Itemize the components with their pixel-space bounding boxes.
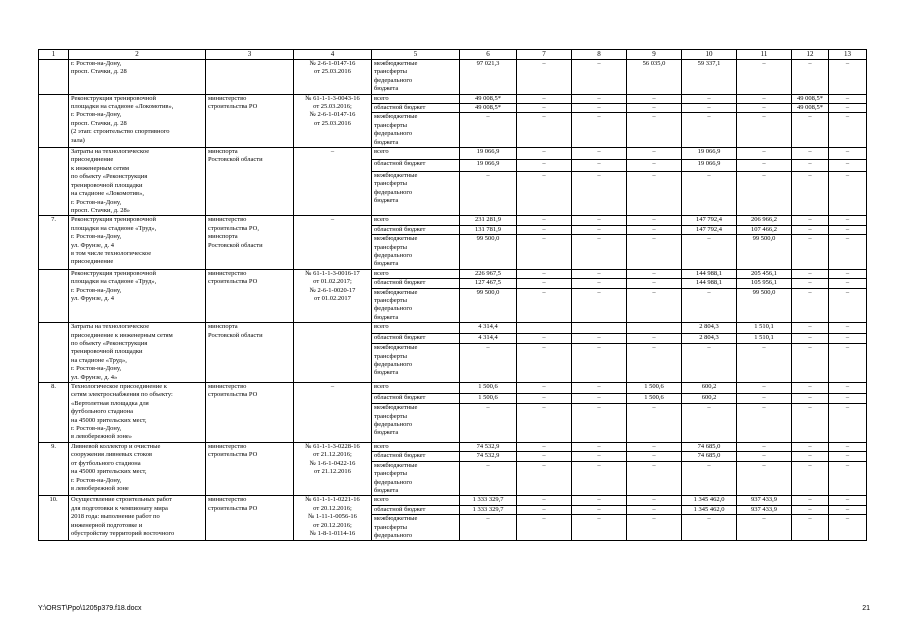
document-ref: № 61-1-1-3-0043-16 от 25.03.2016; № 2-6-1-0147-16 от 25.03.2016	[294, 94, 372, 147]
executor: министерство строительства РО, минспорта Ростовской области	[206, 216, 294, 269]
value-col-6: –	[460, 515, 517, 541]
value-col-7: –	[517, 269, 572, 278]
value-col-11: –	[737, 172, 792, 216]
executor: министерство строительства РО	[206, 383, 294, 443]
value-col-8: –	[572, 515, 627, 541]
executor	[206, 60, 294, 95]
value-col-6: 49 008,5*	[460, 94, 517, 103]
value-col-12: –	[792, 235, 829, 270]
value-col-7: –	[517, 404, 572, 443]
value-col-12: –	[792, 288, 829, 323]
row-number	[39, 148, 69, 216]
value-col-11: –	[737, 148, 792, 160]
value-col-12: –	[792, 383, 829, 394]
value-col-8: –	[572, 216, 627, 225]
value-col-8: –	[572, 148, 627, 160]
value-col-13: –	[829, 113, 867, 148]
object-name: Реконструкция тренировочной площадки на стадионе «Труд», г. Ростов-на-Дону, ул. Фрунзе, д. 4 в том числе технологическое присоединение	[69, 216, 206, 269]
value-col-10: –	[682, 515, 737, 541]
value-col-11: –	[737, 461, 792, 496]
value-col-6: 74 532,9	[460, 452, 517, 461]
value-col-12: –	[792, 515, 829, 541]
column-number-8: 8	[572, 50, 627, 60]
value-col-10: 19 066,9	[682, 148, 737, 160]
value-col-8: –	[572, 393, 627, 404]
value-col-10: 74 685,0	[682, 442, 737, 451]
value-col-11: –	[737, 60, 792, 95]
value-col-8: –	[572, 94, 627, 103]
value-col-11: 937 433,9	[737, 496, 792, 505]
value-col-11: 1 510,1	[737, 333, 792, 344]
value-col-9: 1 500,6	[627, 383, 682, 394]
value-col-12: –	[792, 323, 829, 334]
value-col-9: –	[627, 216, 682, 225]
value-col-12: –	[792, 461, 829, 496]
value-col-9: –	[627, 113, 682, 148]
value-col-11: –	[737, 404, 792, 443]
value-col-9: –	[627, 279, 682, 288]
value-col-6: 226 967,5	[460, 269, 517, 278]
value-col-12: –	[792, 172, 829, 216]
column-number-3: 3	[206, 50, 294, 60]
value-col-7: –	[517, 160, 572, 172]
object-name: Затраты на технологическое присоединение к инженерным сетям по объекту «Реконструкция тренировочной площадки на стадионе «Труд», г. Ростов-на-Дону, ул. Фрунзе, д. 4»	[69, 323, 206, 383]
value-col-7: –	[517, 442, 572, 451]
object-name: Реконструкция тренировочной площадки на стадионе «Труд», г. Ростов-на-Дону, ул. Фрунзе, д. 4	[69, 269, 206, 322]
value-col-10: 2 804,3	[682, 333, 737, 344]
value-col-8: –	[572, 461, 627, 496]
row-number	[39, 60, 69, 95]
value-col-12: –	[792, 216, 829, 225]
value-col-8: –	[572, 452, 627, 461]
value-col-9: –	[627, 505, 682, 514]
value-col-6: 1 500,6	[460, 393, 517, 404]
column-number-5: 5	[372, 50, 460, 60]
value-col-12: –	[792, 393, 829, 404]
funding-source: межбюджетные трансферты федерального бюджета	[372, 404, 460, 443]
document-ref: № 61-1-1-3-0228-16 от 21.12.2016; № 1-6-1-0422-16 от 21.12.2016	[294, 442, 372, 495]
value-col-12: –	[792, 148, 829, 160]
value-col-10: –	[682, 235, 737, 270]
budget-table	[38, 49, 867, 541]
value-col-8: –	[572, 160, 627, 172]
value-col-13: –	[829, 225, 867, 234]
value-col-11: –	[737, 104, 792, 113]
value-col-13: –	[829, 505, 867, 514]
value-col-13: –	[829, 496, 867, 505]
executor: министерство строительства РО	[206, 269, 294, 322]
funding-source: областной бюджет	[372, 279, 460, 288]
value-col-8: –	[572, 383, 627, 394]
page-number: 21	[862, 605, 870, 612]
column-number-10: 10	[682, 50, 737, 60]
value-col-9: –	[627, 225, 682, 234]
value-col-6: –	[460, 113, 517, 148]
column-number-9: 9	[627, 50, 682, 60]
value-col-6: 1 333 329,7	[460, 505, 517, 514]
object-name: Ливневой коллектор и очистные сооружения ливневых стоков от футбольного стадиона на 45000 зрительских мест, г. Ростов-на-Дону, в левобережной зоне	[69, 442, 206, 495]
table-row	[39, 60, 867, 95]
value-col-13: –	[829, 94, 867, 103]
value-col-9: –	[627, 515, 682, 541]
value-col-7: –	[517, 505, 572, 514]
column-number-6: 6	[460, 50, 517, 60]
value-col-12: –	[792, 496, 829, 505]
value-col-7: –	[517, 235, 572, 270]
value-col-6: 74 532,9	[460, 442, 517, 451]
table-row	[39, 323, 867, 334]
value-col-13: –	[829, 269, 867, 278]
column-number-4: 4	[294, 50, 372, 60]
value-col-6: 99 500,0	[460, 288, 517, 323]
value-col-7: –	[517, 148, 572, 160]
value-col-7: –	[517, 288, 572, 323]
value-col-10: –	[682, 104, 737, 113]
value-col-13: –	[829, 333, 867, 344]
value-col-7: –	[517, 333, 572, 344]
funding-source: межбюджетные трансферты федерального бюджета	[372, 235, 460, 270]
funding-source: межбюджетные трансферты федерального бюджета	[372, 172, 460, 216]
value-col-7: –	[517, 461, 572, 496]
value-col-11: 206 966,2	[737, 216, 792, 225]
value-col-13: –	[829, 160, 867, 172]
row-number	[39, 269, 69, 322]
value-col-9: –	[627, 94, 682, 103]
value-col-13: –	[829, 383, 867, 394]
value-col-10: 147 792,4	[682, 225, 737, 234]
value-col-10: 600,2	[682, 393, 737, 404]
value-col-10: 1 345 462,0	[682, 496, 737, 505]
value-col-13: –	[829, 288, 867, 323]
value-col-7: –	[517, 496, 572, 505]
value-col-11: 107 466,2	[737, 225, 792, 234]
row-number: 7.	[39, 216, 69, 269]
value-col-8: –	[572, 442, 627, 451]
value-col-9: –	[627, 148, 682, 160]
funding-source: всего	[372, 383, 460, 394]
value-col-11: –	[737, 393, 792, 404]
executor: министерство строительства РО	[206, 442, 294, 495]
value-col-7: –	[517, 172, 572, 216]
table-row	[39, 148, 867, 160]
value-col-12: –	[792, 279, 829, 288]
value-col-11: –	[737, 442, 792, 451]
funding-source: областной бюджет	[372, 104, 460, 113]
value-col-9: –	[627, 496, 682, 505]
value-col-7: –	[517, 515, 572, 541]
document-ref: № 2-6-1-0147-16 от 25.03.2016	[294, 60, 372, 95]
value-col-10: –	[682, 172, 737, 216]
value-col-11: –	[737, 452, 792, 461]
table-row	[39, 269, 867, 278]
value-col-12: –	[792, 60, 829, 95]
row-number	[39, 323, 69, 383]
value-col-6: 99 500,0	[460, 235, 517, 270]
value-col-13: –	[829, 104, 867, 113]
object-name: Затраты на технологическое присоединение к инженерным сетям по объекту «Реконструкция тренировочной площадки на стадионе «Локомотив», г. Ростов-на-Дону, просп. Стачки, д. 28»	[69, 148, 206, 216]
value-col-8: –	[572, 104, 627, 113]
value-col-10: 147 792,4	[682, 216, 737, 225]
table-row	[39, 383, 867, 394]
value-col-9: –	[627, 160, 682, 172]
value-col-10: 2 804,3	[682, 323, 737, 334]
value-col-12: –	[792, 344, 829, 383]
object-name: Реконструкция тренировочной площадки на стадионе «Локомотив», г. Ростов-на-Дону, просп. Стачки, д. 28 (2 этап: строительство спортивного зала)	[69, 94, 206, 147]
value-col-11: 937 433,9	[737, 505, 792, 514]
value-col-11: 105 956,1	[737, 279, 792, 288]
column-number-7: 7	[517, 50, 572, 60]
value-col-6: 49 008,5*	[460, 104, 517, 113]
value-col-9: 1 500,6	[627, 393, 682, 404]
table-row	[39, 94, 867, 103]
row-number: 10.	[39, 496, 69, 541]
value-col-7: –	[517, 344, 572, 383]
value-col-9: –	[627, 344, 682, 383]
value-col-6: 4 314,4	[460, 333, 517, 344]
value-col-6: 19 066,9	[460, 160, 517, 172]
value-col-9: –	[627, 333, 682, 344]
funding-source: межбюджетные трансферты федерального бюджета	[372, 461, 460, 496]
value-col-7: –	[517, 60, 572, 95]
value-col-10: 74 685,0	[682, 452, 737, 461]
value-col-10: 1 345 462,0	[682, 505, 737, 514]
object-name: г. Ростов-на-Дону, просп. Стачки, д. 28	[69, 60, 206, 95]
funding-source: межбюджетные трансферты федерального бюджета	[372, 344, 460, 383]
value-col-10: –	[682, 404, 737, 443]
funding-source: всего	[372, 442, 460, 451]
funding-source: межбюджетные трансферты федерального	[372, 515, 460, 541]
value-col-10: 19 066,9	[682, 160, 737, 172]
value-col-6: 97 021,3	[460, 60, 517, 95]
funding-source: областной бюджет	[372, 160, 460, 172]
document-ref: –	[294, 216, 372, 269]
funding-source: межбюджетные трансферты федерального бюджета	[372, 113, 460, 148]
value-col-9: –	[627, 172, 682, 216]
value-col-10: –	[682, 94, 737, 103]
funding-source: всего	[372, 496, 460, 505]
column-number-11: 11	[737, 50, 792, 60]
value-col-7: –	[517, 94, 572, 103]
funding-source: областной бюджет	[372, 333, 460, 344]
value-col-11: –	[737, 94, 792, 103]
value-col-11: 205 456,1	[737, 269, 792, 278]
column-number-2: 2	[69, 50, 206, 60]
funding-source: областной бюджет	[372, 452, 460, 461]
value-col-12: 49 008,5*	[792, 104, 829, 113]
value-col-6: 1 333 329,7	[460, 496, 517, 505]
value-col-10: 144 988,1	[682, 269, 737, 278]
value-col-13: –	[829, 216, 867, 225]
value-col-12: –	[792, 333, 829, 344]
value-col-8: –	[572, 279, 627, 288]
value-col-10: 59 337,1	[682, 60, 737, 95]
value-col-8: –	[572, 344, 627, 383]
value-col-12: –	[792, 160, 829, 172]
value-col-11: 99 500,0	[737, 235, 792, 270]
table-row	[39, 496, 867, 505]
value-col-9: 56 035,0	[627, 60, 682, 95]
value-col-13: –	[829, 279, 867, 288]
value-col-13: –	[829, 323, 867, 334]
document-ref: № 61-1-1-3-0016-17 от 01.02.2017; № 2-6-1-0020-17 от 01.02.2017	[294, 269, 372, 322]
funding-source: областной бюджет	[372, 505, 460, 514]
value-col-11: –	[737, 383, 792, 394]
value-col-6: 4 314,4	[460, 323, 517, 334]
header-row	[39, 50, 867, 60]
value-col-6: 19 066,9	[460, 148, 517, 160]
value-col-6: 231 281,9	[460, 216, 517, 225]
value-col-7: –	[517, 113, 572, 148]
value-col-13: –	[829, 515, 867, 541]
value-col-12: –	[792, 269, 829, 278]
document-ref: –	[294, 383, 372, 443]
table-row	[39, 216, 867, 225]
value-col-13: –	[829, 172, 867, 216]
table-row	[39, 442, 867, 451]
executor: минспорта Ростовской области	[206, 323, 294, 383]
executor: минспорта Ростовской области	[206, 148, 294, 216]
value-col-12: –	[792, 113, 829, 148]
funding-source: всего	[372, 148, 460, 160]
value-col-9: –	[627, 442, 682, 451]
value-col-6: 1 500,6	[460, 383, 517, 394]
value-col-8: –	[572, 60, 627, 95]
funding-source: областной бюджет	[372, 225, 460, 234]
value-col-11: –	[737, 160, 792, 172]
value-col-8: –	[572, 113, 627, 148]
value-col-7: –	[517, 216, 572, 225]
value-col-7: –	[517, 279, 572, 288]
value-col-13: –	[829, 148, 867, 160]
value-col-13: –	[829, 393, 867, 404]
value-col-11: 99 500,0	[737, 288, 792, 323]
value-col-8: –	[572, 496, 627, 505]
funding-source: межбюджетные трансферты федерального бюджета	[372, 288, 460, 323]
value-col-11: 1 510,1	[737, 323, 792, 334]
object-name: Осуществление строительных работ для подготовки к чемпионату мира 2018 года: выполнение работ по инженерной подготовке и обустройству территорий восточного	[69, 496, 206, 541]
value-col-9: –	[627, 452, 682, 461]
row-number	[39, 94, 69, 147]
value-col-6: 127 467,5	[460, 279, 517, 288]
value-col-12: –	[792, 225, 829, 234]
value-col-7: –	[517, 104, 572, 113]
value-col-9	[627, 323, 682, 334]
document-ref	[294, 323, 372, 383]
footer-filepath: Y:\ORST\Ppo\1205p379.f18.docx	[38, 605, 142, 612]
value-col-8: –	[572, 404, 627, 443]
value-col-13: –	[829, 442, 867, 451]
value-col-7: –	[517, 225, 572, 234]
value-col-13: –	[829, 60, 867, 95]
value-col-10: –	[682, 461, 737, 496]
value-col-10: 144 988,1	[682, 279, 737, 288]
value-col-8: –	[572, 333, 627, 344]
value-col-8: –	[572, 172, 627, 216]
funding-source: межбюджетные трансферты федерального бюджета	[372, 60, 460, 95]
funding-source: всего	[372, 94, 460, 103]
value-col-6: 131 781,9	[460, 225, 517, 234]
funding-source: всего	[372, 323, 460, 334]
value-col-13: –	[829, 235, 867, 270]
table-body	[39, 50, 867, 541]
value-col-8: –	[572, 225, 627, 234]
value-col-7	[517, 323, 572, 334]
column-number-13: 13	[829, 50, 867, 60]
value-col-6: –	[460, 172, 517, 216]
row-number: 9.	[39, 442, 69, 495]
value-col-10: –	[682, 113, 737, 148]
value-col-12: –	[792, 452, 829, 461]
value-col-13: –	[829, 344, 867, 383]
value-col-11: –	[737, 515, 792, 541]
value-col-8	[572, 323, 627, 334]
value-col-10: –	[682, 344, 737, 383]
value-col-13: –	[829, 404, 867, 443]
value-col-8: –	[572, 288, 627, 323]
value-col-7: –	[517, 393, 572, 404]
column-number-1: 1	[39, 50, 69, 60]
value-col-8: –	[572, 269, 627, 278]
value-col-9: –	[627, 288, 682, 323]
value-col-9: –	[627, 269, 682, 278]
value-col-11: –	[737, 113, 792, 148]
value-col-13: –	[829, 461, 867, 496]
value-col-12: 49 008,5*	[792, 94, 829, 103]
value-col-9: –	[627, 235, 682, 270]
value-col-9: –	[627, 104, 682, 113]
value-col-12: –	[792, 404, 829, 443]
executor: министерство строительства РО	[206, 496, 294, 541]
value-col-8: –	[572, 235, 627, 270]
value-col-12: –	[792, 442, 829, 451]
value-col-7: –	[517, 452, 572, 461]
value-col-6: –	[460, 461, 517, 496]
value-col-6: –	[460, 404, 517, 443]
executor: министерство строительства РО	[206, 94, 294, 147]
value-col-11: –	[737, 344, 792, 383]
funding-source: всего	[372, 216, 460, 225]
funding-source: областной бюджет	[372, 393, 460, 404]
value-col-9: –	[627, 404, 682, 443]
value-col-6: –	[460, 344, 517, 383]
object-name: Технологическое присоединение к сетям электроснабжения по объекту: «Вертолетная площадка для футбольного стадиона на 45000 зрительских мест, г. Ростов-на-Дону, в левобережной зоне»	[69, 383, 206, 443]
document-ref: № 61-1-1-1-0221-16 от 20.12.2016; № 1-11-1-0056-16 от 20.12.2016; № 1-8-1-0114-16	[294, 496, 372, 541]
value-col-12: –	[792, 505, 829, 514]
column-number-12: 12	[792, 50, 829, 60]
value-col-10: 600,2	[682, 383, 737, 394]
document-ref: –	[294, 148, 372, 216]
row-number: 8.	[39, 383, 69, 443]
value-col-8: –	[572, 505, 627, 514]
value-col-7: –	[517, 383, 572, 394]
funding-source: всего	[372, 269, 460, 278]
value-col-10: –	[682, 288, 737, 323]
value-col-9: –	[627, 461, 682, 496]
value-col-13: –	[829, 452, 867, 461]
